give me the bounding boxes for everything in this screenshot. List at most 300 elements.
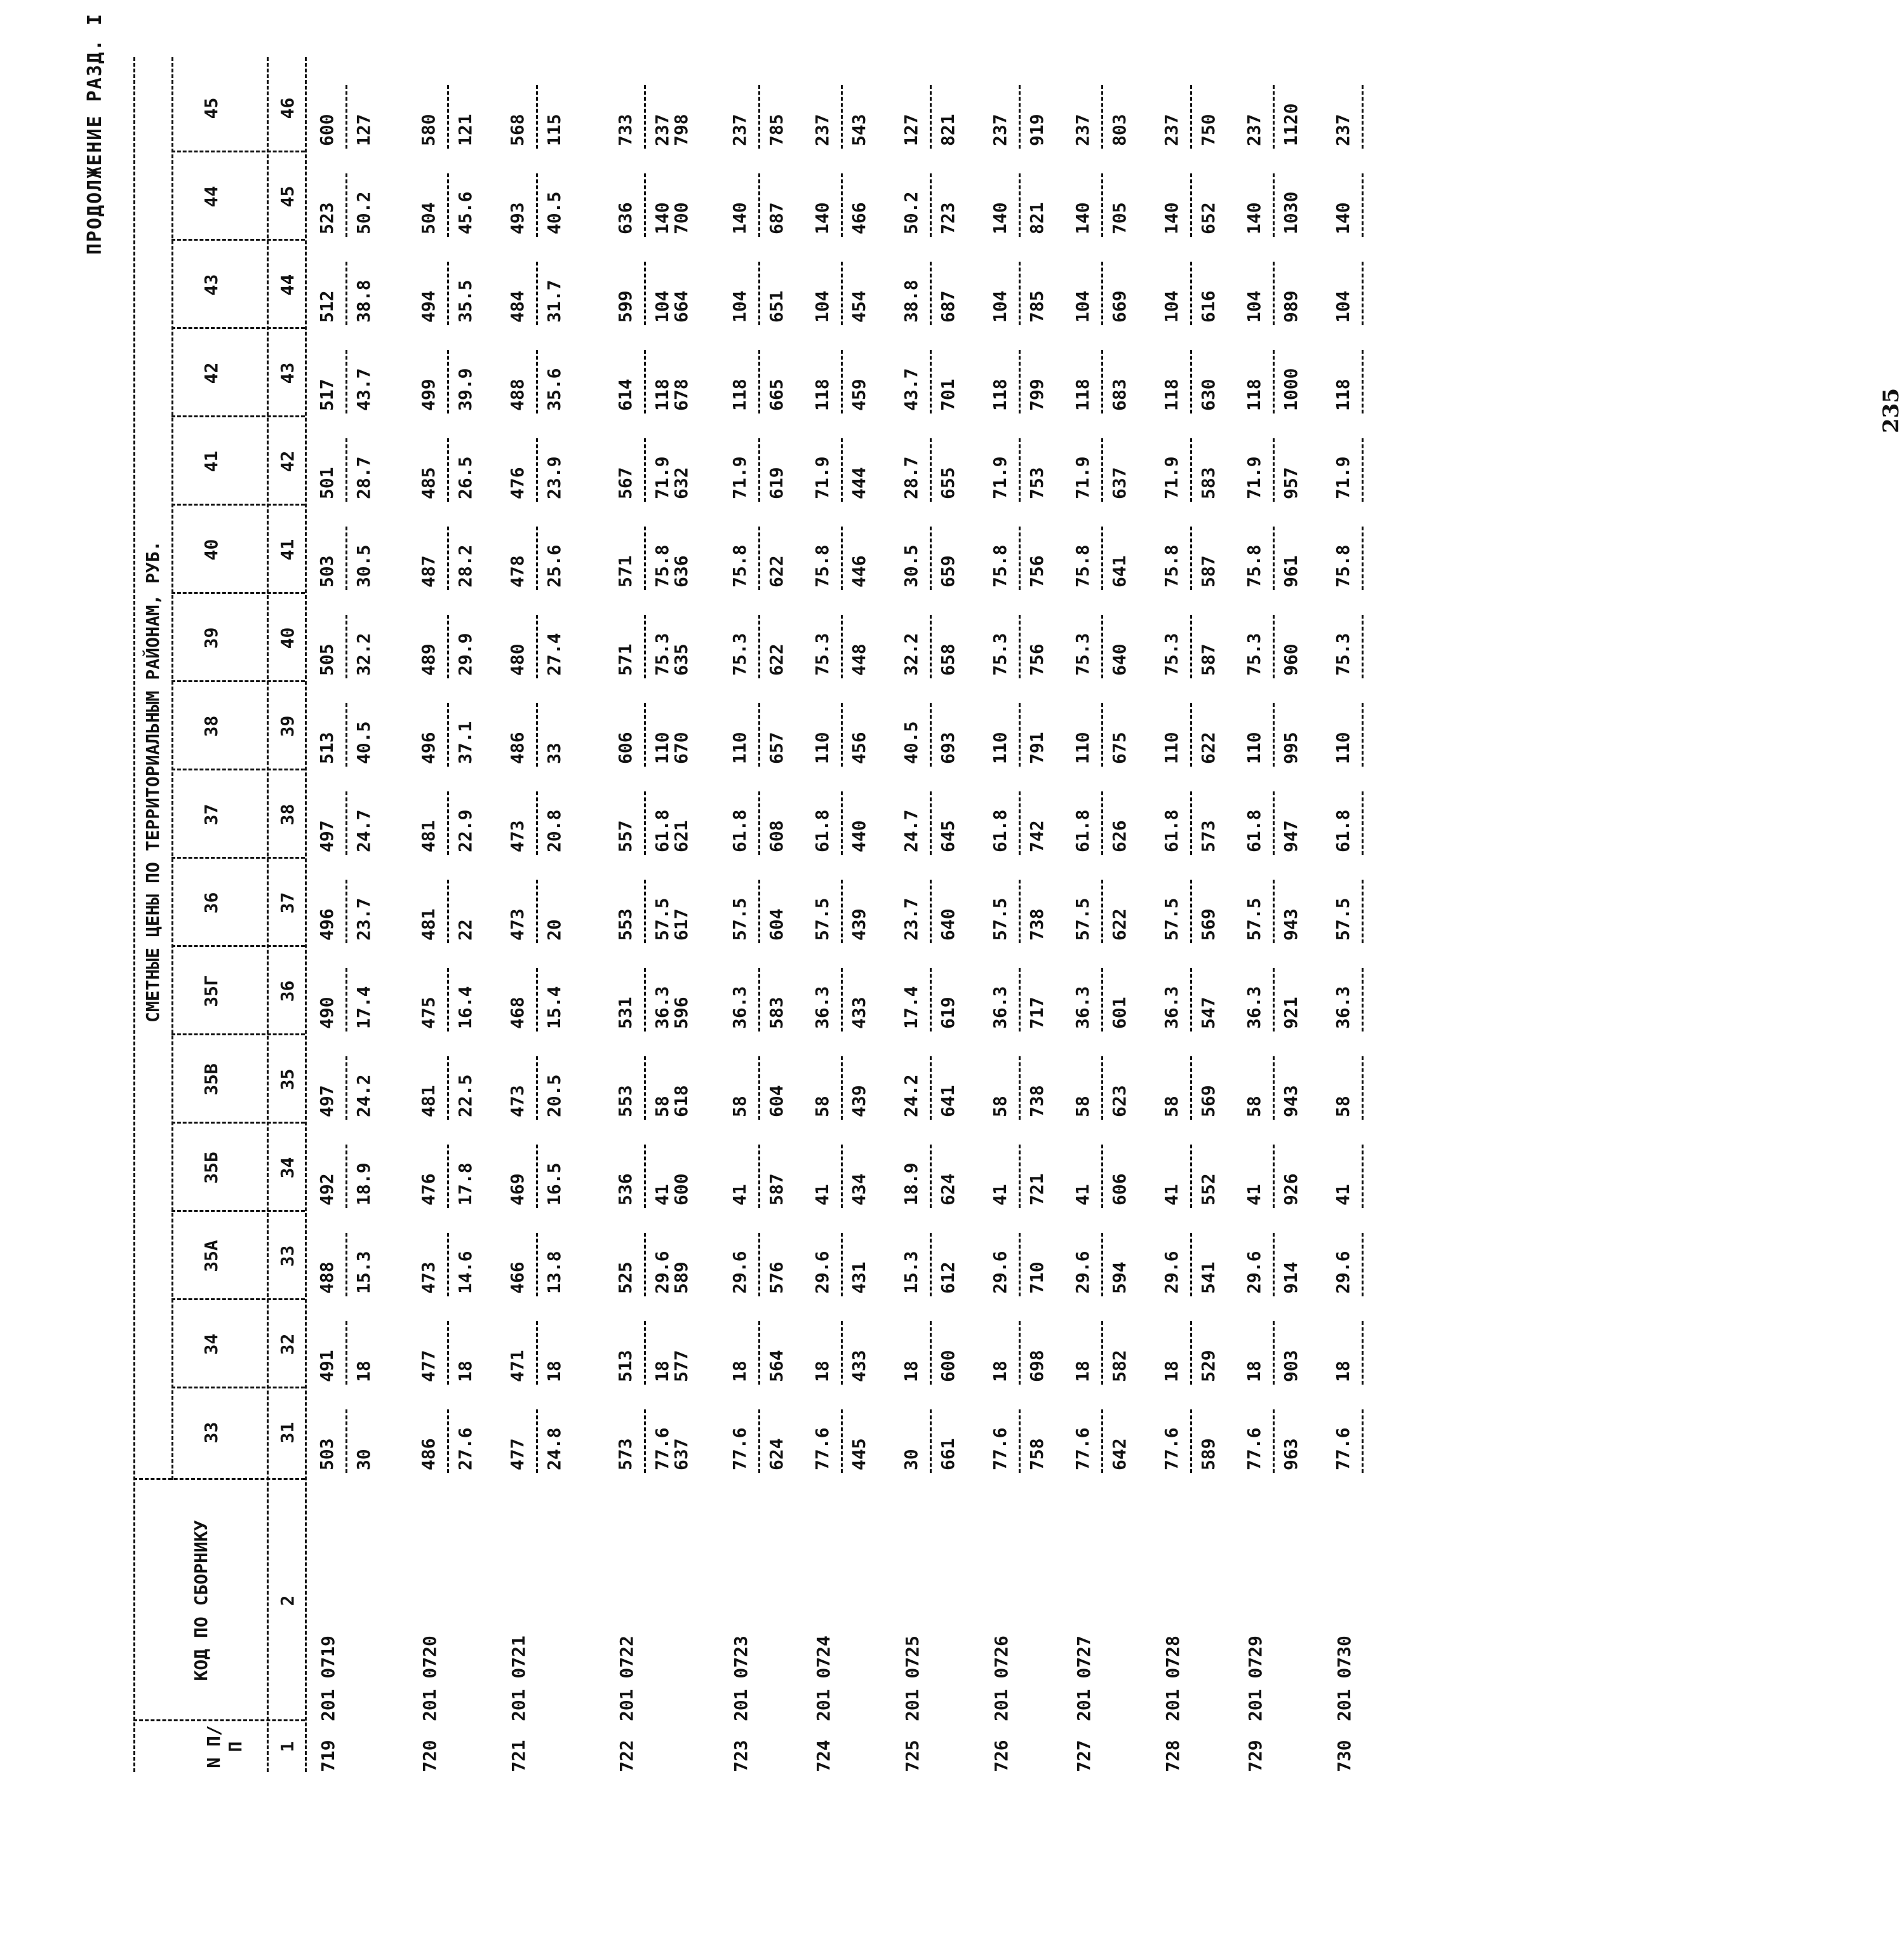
cell-value-extra: 577 [671,1350,692,1382]
cell-fraction-line [758,173,760,237]
cell-fraction-line [1101,791,1103,855]
price-cell [1334,1214,1429,1296]
table-row [1245,57,1340,1772]
cell-fraction-line [536,1145,538,1208]
cell-value-bottom: 448 [848,643,869,676]
cell-value-bottom: 17.8 [455,1162,476,1206]
price-cell [1073,331,1169,413]
cell-fraction-line [930,703,932,767]
cell-fraction-line [841,1321,843,1385]
cell-fraction-line [345,1056,347,1120]
price-cell [1245,154,1340,237]
cell-fraction-line [758,85,760,149]
cell-value-top: 17.4 [901,986,922,1029]
cell-value-top: 557 [615,820,636,852]
cell-fraction-line [841,1145,843,1208]
price-cell [616,596,711,678]
cell-fraction-line [1101,1409,1103,1473]
cell-fraction-line [1273,85,1275,149]
cell-value-top: 77.6 [1244,1427,1264,1470]
cell-fraction-line [930,880,932,943]
cell-value-bottom: 606 [1109,1173,1130,1206]
cell-value-bottom: 38.8 [353,279,374,323]
cell-value-top: 75.3 [1332,633,1353,676]
cell-fraction-line [758,1321,760,1385]
price-cell [616,243,711,325]
cell-fraction-line [644,1056,646,1120]
row-number: 726 [991,1740,1012,1772]
row-number: 730 [1334,1740,1355,1772]
cell-value-bottom: 456 [848,732,869,764]
price-cell [813,1037,908,1120]
cell-value-top: 75.3 [989,633,1010,676]
cell-value-top: 473 [507,908,528,941]
cell-value-top: 493 [507,202,528,234]
top-border [133,57,135,1772]
cell-fraction-line [536,173,538,237]
cell-fraction-line [841,1233,843,1296]
cell-value-bottom: 24.7 [353,809,374,852]
index-num: 1 [277,1741,298,1752]
cell-value-top: 237 [1161,114,1182,146]
cell-value-top: 110 [1244,732,1264,764]
cell-value-bottom: 651 [766,290,787,323]
cell-fraction-line [345,880,347,943]
cell-fraction-line [758,615,760,678]
cell-value-bottom: 658 [937,643,958,676]
cell-value-top: 140 [1072,202,1093,234]
price-cell [318,1390,413,1473]
cell-fraction-line [447,615,449,678]
cell-value-bottom: 30 [353,1449,374,1470]
cell-fraction-line [447,880,449,943]
price-cell [419,419,514,502]
price-cell [1245,949,1340,1031]
price-cell [813,596,908,678]
cell-fraction-line [536,1233,538,1296]
row-code: 201 0720 [419,1636,440,1721]
cell-value-top: 140 [1161,202,1182,234]
cell-value-bottom: 785 [766,114,787,146]
cell-fraction-line [758,791,760,855]
price-cell [902,1125,997,1208]
cell-value-bottom: 738 [1026,1085,1047,1117]
cell-value-bottom: 18 [544,1360,565,1382]
cell-fraction-line [1362,438,1364,502]
district-header: 42 [201,362,222,384]
price-cell [1245,66,1340,149]
row-number: 725 [902,1740,923,1772]
cell-fraction-line [758,438,760,502]
cell-value-bottom: 40.5 [544,191,565,234]
cell-value-bottom: 75.3 [652,633,673,676]
cell-fraction-line [1019,791,1021,855]
district-header: 35Б [201,1152,222,1184]
price-cell [1245,861,1340,943]
cell-value-bottom: 27.4 [544,633,565,676]
cell-fraction-line [447,350,449,413]
cell-value-bottom: 16.5 [544,1162,565,1206]
cell-value-top: 29.6 [729,1251,750,1294]
cell-value-top: 477 [418,1350,439,1382]
price-cell [1334,419,1429,502]
cell-value-extra: 678 [671,379,692,411]
cell-value-top: 32.2 [901,633,922,676]
price-cell [813,331,908,413]
cell-value-bottom: 943 [1280,1085,1301,1117]
cell-value-top: 41 [1244,1184,1264,1206]
cell-fraction-line [1190,880,1192,943]
cell-value-top: 481 [418,908,439,941]
price-cell [902,66,997,149]
cell-value-bottom: 547 [1198,997,1219,1029]
column-index: 46 [277,97,298,119]
table-row [1073,57,1169,1772]
cell-value-top: 110 [989,732,1010,764]
cell-fraction-line [1101,438,1103,502]
cell-value-top: 18 [812,1360,833,1382]
cell-fraction-line [536,85,538,149]
price-cell [1334,243,1429,325]
cell-fraction-line [1362,173,1364,237]
cell-value-top: 504 [418,202,439,234]
cell-value-bottom: 960 [1280,643,1301,676]
col-divider [171,857,305,859]
price-cell [508,1214,603,1296]
table-row [419,57,514,1772]
continuation-label: ПРОДОЛЖЕНИЕ РАЗД. I [84,13,106,255]
header-divider [267,57,269,1772]
row-code: 201 0728 [1162,1636,1183,1721]
cell-value-bottom: 758 [1026,1438,1047,1470]
cell-value-bottom: 454 [848,290,869,323]
cell-value-top: 473 [507,820,528,852]
cell-value-extra: 589 [671,1261,692,1294]
cell-value-bottom: 582 [1109,1350,1130,1382]
cell-value-bottom: 623 [1109,1085,1130,1117]
price-cell [616,861,711,943]
cell-fraction-line [841,262,843,325]
col-divider [171,769,305,770]
cell-value-bottom: 13.8 [544,1251,565,1294]
cell-fraction-line [1190,1409,1192,1473]
cell-value-top: 41 [1332,1184,1353,1206]
cell-value-bottom: 619 [766,467,787,499]
cell-value-bottom: 552 [1198,1173,1219,1206]
price-cell [1073,684,1169,767]
cell-fraction-line [536,703,538,767]
cell-fraction-line [1190,1321,1192,1385]
column-index: 39 [277,715,298,737]
price-cell [616,684,711,767]
cell-value-top: 50.2 [901,191,922,234]
cell-value-top: 29.6 [1161,1251,1182,1294]
cell-value-top: 58 [812,1096,833,1117]
cell-value-top: 471 [507,1350,528,1382]
cell-value-bottom: 23.9 [544,456,565,499]
cell-value-top: 36.3 [729,986,750,1029]
cell-value-bottom: 569 [1198,908,1219,941]
cell-value-extra: 637 [671,1438,692,1470]
cell-value-bottom: 622 [766,643,787,676]
cell-fraction-line [841,791,843,855]
cell-value-bottom: 750 [1198,114,1219,146]
cell-value-extra: 664 [671,290,692,323]
price-cell [902,949,997,1031]
cell-value-bottom: 22.5 [455,1074,476,1117]
price-cell [902,1390,997,1473]
cell-fraction-line [447,1321,449,1385]
price-cell [508,154,603,237]
cell-value-top: 15.3 [901,1251,922,1294]
cell-fraction-line [447,791,449,855]
cell-fraction-line [1190,438,1192,502]
cell-value-top: 636 [615,202,636,234]
cell-fraction-line [536,615,538,678]
price-cell [616,154,711,237]
row-number: 729 [1245,1740,1266,1772]
column-index: 42 [277,450,298,473]
cell-value-bottom: 37.1 [455,721,476,764]
price-cell [508,772,603,855]
cell-value-top: 61.8 [1332,809,1353,852]
price-cell [813,772,908,855]
price-cell [902,772,997,855]
cell-value-bottom: 903 [1280,1350,1301,1382]
cell-value-top: 469 [507,1173,528,1206]
price-cell [318,1302,413,1385]
cell-value-bottom: 961 [1280,555,1301,588]
price-cell [616,1390,711,1473]
cell-fraction-line [644,880,646,943]
price-cell [419,1037,514,1120]
cell-value-top: 29.6 [812,1251,833,1294]
cell-value-bottom: 583 [766,997,787,1029]
cell-value-bottom: 587 [1198,555,1219,588]
cell-value-top: 61.8 [989,809,1010,852]
cell-value-top: 77.6 [729,1427,750,1470]
cell-value-bottom: 33 [544,742,565,764]
price-cell [813,66,908,149]
cell-fraction-line [1273,880,1275,943]
cell-value-bottom: 543 [848,114,869,146]
cell-fraction-line [930,350,932,413]
cell-fraction-line [644,438,646,502]
cell-value-top: 480 [507,643,528,676]
cell-fraction-line [758,880,760,943]
price-cell [902,1037,997,1120]
price-cell [419,684,514,767]
cell-value-top: 476 [507,467,528,499]
cell-value-top: 77.6 [989,1427,1010,1470]
cell-value-bottom: 616 [1198,290,1219,323]
price-cell [508,1037,603,1120]
cell-fraction-line [345,85,347,149]
cell-value-bottom: 642 [1109,1438,1130,1470]
cell-value-bottom: 1030 [1280,191,1301,234]
cell-value-bottom: 439 [848,1085,869,1117]
cell-value-bottom: 29.6 [652,1251,673,1294]
price-cell [419,861,514,943]
cell-value-bottom: 14.6 [455,1251,476,1294]
index-code: 2 [277,1595,298,1606]
column-index: 38 [277,803,298,826]
cell-fraction-line [1273,350,1275,413]
cell-fraction-line [930,173,932,237]
price-cell [1334,154,1429,237]
cell-fraction-line [758,1145,760,1208]
cell-value-bottom: 35.6 [544,368,565,411]
cell-value-extra: 700 [671,202,692,234]
cell-value-top: 75.8 [1244,544,1264,588]
cell-value-top: 61.8 [1161,809,1182,852]
cell-value-bottom: 645 [937,820,958,852]
cell-fraction-line [1190,615,1192,678]
cell-value-bottom: 127 [353,114,374,146]
cell-value-bottom: 738 [1026,908,1047,941]
cell-fraction-line [1273,1233,1275,1296]
cell-fraction-line [1101,527,1103,590]
cell-fraction-line [930,1056,932,1120]
cell-fraction-line [345,615,347,678]
cell-fraction-line [1362,1321,1364,1385]
cell-value-top: 523 [316,202,337,234]
row-number: 728 [1162,1740,1183,1772]
cell-fraction-line [1019,262,1021,325]
cell-value-bottom: 35.5 [455,279,476,323]
cell-value-top: 58 [729,1096,750,1117]
cell-value-bottom: 803 [1109,114,1130,146]
cell-value-bottom: 657 [766,732,787,764]
col-divider [171,1033,305,1035]
cell-value-bottom: 18.9 [353,1162,374,1206]
price-cell [1245,1214,1340,1296]
cell-value-extra: 621 [671,820,692,852]
cell-value-bottom: 919 [1026,114,1047,146]
cell-fraction-line [1101,1145,1103,1208]
cell-fraction-line [1190,1056,1192,1120]
cell-value-top: 36.3 [1332,986,1353,1029]
price-cell [1073,507,1169,590]
cell-value-bottom: 721 [1026,1173,1047,1206]
price-cell [508,861,603,943]
cell-fraction-line [930,85,932,149]
price-cell [1073,419,1169,502]
cell-value-bottom: 459 [848,379,869,411]
cell-value-bottom: 439 [848,908,869,941]
price-cell [902,154,997,237]
col-divider [171,504,305,506]
cell-value-top: 61.8 [812,809,833,852]
cell-value-bottom: 576 [766,1261,787,1294]
cell-value-top: 496 [418,732,439,764]
cell-value-top: 492 [316,1173,337,1206]
cell-value-bottom: 683 [1109,379,1130,411]
cell-fraction-line [1362,968,1364,1031]
cell-value-top: 75.8 [1332,544,1353,588]
cell-value-top: 41 [812,1184,833,1206]
cell-value-top: 36.3 [1161,986,1182,1029]
cell-fraction-line [1019,880,1021,943]
cell-fraction-line [345,1233,347,1296]
cell-fraction-line [644,262,646,325]
cell-value-top: 104 [812,290,833,323]
price-cell [813,1390,908,1473]
cell-value-extra: 636 [671,555,692,588]
price-cell [1073,596,1169,678]
cell-value-top: 58 [1332,1096,1353,1117]
cell-value-bottom: 121 [455,114,476,146]
price-cell [616,507,711,590]
price-cell [508,419,603,502]
cell-value-top: 489 [418,643,439,676]
cell-fraction-line [536,1056,538,1120]
cell-fraction-line [644,85,646,149]
cell-fraction-line [644,1233,646,1296]
cell-value-top: 18 [1072,1360,1093,1382]
cell-value-bottom: 58 [652,1096,673,1117]
cell-value-bottom: 612 [937,1261,958,1294]
cell-fraction-line [1190,1145,1192,1208]
cell-value-bottom: 947 [1280,820,1301,852]
table-row [508,57,603,1772]
cell-value-top: 29.6 [1332,1251,1353,1294]
cell-value-bottom: 587 [766,1173,787,1206]
cell-value-top: 71.9 [1332,456,1353,499]
cell-value-top: 553 [615,908,636,941]
cell-value-bottom: 28.7 [353,456,374,499]
cell-value-top: 38.8 [901,279,922,323]
cell-value-bottom: 569 [1198,1085,1219,1117]
price-cell [318,243,413,325]
price-cell [508,331,603,413]
cell-value-top: 71.9 [1244,456,1264,499]
cell-fraction-line [841,438,843,502]
price-cell [1334,1302,1429,1385]
cell-value-bottom: 444 [848,467,869,499]
cell-fraction-line [1273,1145,1275,1208]
row-number: 727 [1073,1740,1094,1772]
cell-fraction-line [1019,1145,1021,1208]
cell-value-top: 468 [507,997,528,1029]
cell-value-top: 36.3 [1244,986,1264,1029]
cell-fraction-line [1362,1056,1364,1120]
cell-value-bottom: 608 [766,820,787,852]
cell-fraction-line [1101,173,1103,237]
cell-fraction-line [644,527,646,590]
cell-fraction-line [930,968,932,1031]
cell-value-top: 733 [615,114,636,146]
row-code: 201 0725 [902,1636,923,1721]
price-cell [508,684,603,767]
cell-fraction-line [930,1321,932,1385]
price-cell [1334,507,1429,590]
cell-value-top: 614 [615,379,636,411]
cell-value-bottom: 446 [848,555,869,588]
cell-fraction-line [841,85,843,149]
row-code: 201 0721 [508,1636,529,1721]
cell-value-top: 485 [418,467,439,499]
district-header: 44 [201,185,222,208]
cell-value-bottom: 665 [766,379,787,411]
cell-fraction-line [644,1145,646,1208]
row-code: 201 0724 [813,1636,834,1721]
cell-value-bottom: 652 [1198,202,1219,234]
cell-value-bottom: 1000 [1280,368,1301,411]
price-cell [1334,861,1429,943]
cell-fraction-line [1273,262,1275,325]
cell-value-bottom: 957 [1280,467,1301,499]
